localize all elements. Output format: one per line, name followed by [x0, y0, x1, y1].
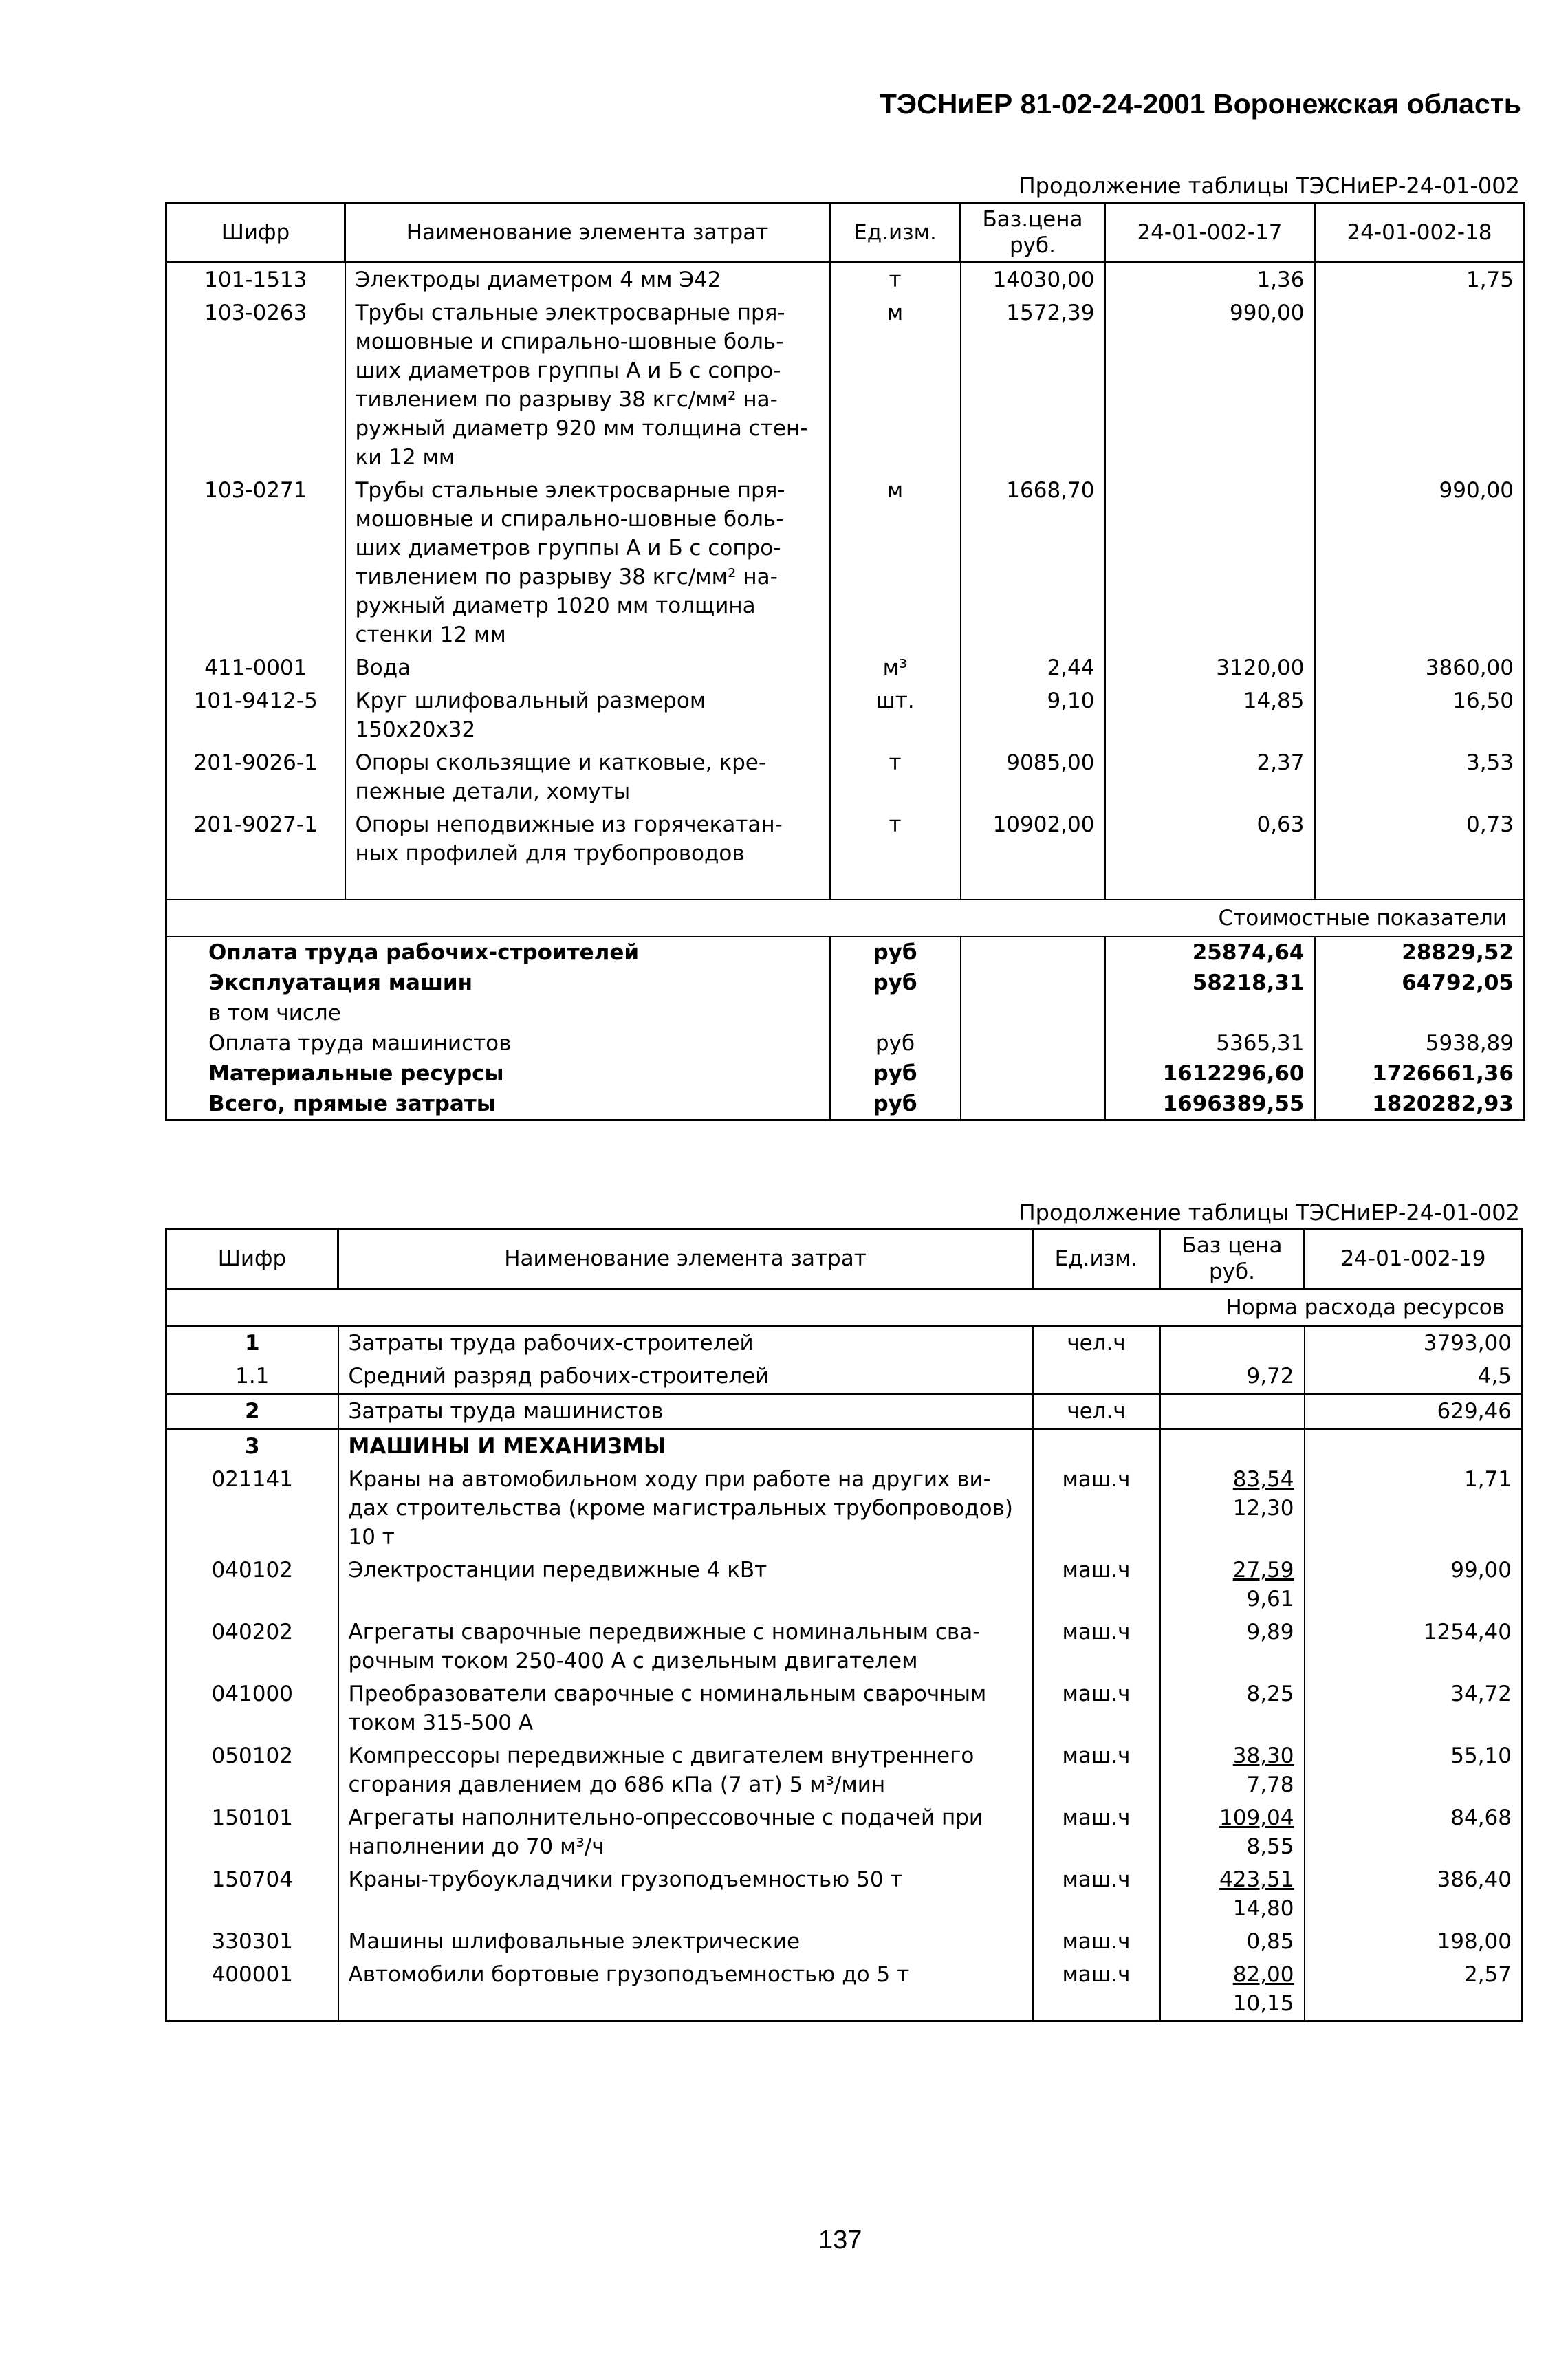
cost-24-01-002-17: 25874,64 — [1105, 937, 1315, 968]
resource-code: 103-0263 — [166, 296, 345, 474]
base-price: 9085,00 — [961, 746, 1105, 808]
resource-name: Электроды диаметром 4 мм Э42 — [345, 263, 830, 297]
table-row — [166, 474, 1525, 651]
cost-unit: руб — [830, 1089, 961, 1120]
cost-section-label: Стоимостные показатели — [166, 900, 1525, 937]
table1-continuation-caption: Продолжение таблицы ТЭСНиЕР-24-01-002 — [1019, 173, 1520, 199]
resource-name: Трубы стальные электросварные пря-мошовные и спирально-шовные боль-ших диаметров группы А и Б с сопро-тивлением по разрыву 38 кгс/мм² на-ружный диаметр 920 мм толщина стен-ки 12 мм — [345, 296, 830, 474]
value-24-01-002-19: 99,00 — [1305, 1554, 1523, 1616]
cost-name: Материальные ресурсы — [166, 1058, 830, 1089]
cost-unit: руб — [830, 1028, 961, 1058]
resource-unit: маш.ч — [1033, 1958, 1160, 2021]
resource-code: 1.1 — [166, 1360, 338, 1394]
cost-24-01-002-18: 5938,89 — [1315, 1028, 1525, 1058]
header-24-01-002-18: 24-01-002-18 — [1315, 203, 1525, 263]
resource-code: 150704 — [166, 1863, 338, 1925]
base-price-cell — [1160, 1925, 1305, 1958]
value-24-01-002-19: 1,71 — [1305, 1463, 1523, 1554]
header-code: Шифр — [166, 203, 345, 263]
cost-name: в том числе — [166, 998, 830, 1028]
cost-unit — [830, 998, 961, 1028]
value-24-01-002-18: 990,00 — [1315, 474, 1525, 651]
cost-row — [166, 968, 1525, 998]
cost-row — [166, 1058, 1525, 1089]
table-row — [166, 1801, 1523, 1863]
table-row — [166, 263, 1525, 297]
spacer-cell — [830, 870, 961, 900]
resource-name: Средний разряд рабочих-строителей — [338, 1360, 1033, 1394]
table-row — [166, 1863, 1523, 1925]
resource-name: Электростанции передвижные 4 кВт — [338, 1554, 1033, 1616]
cost-unit: руб — [830, 1058, 961, 1089]
resource-table-2 — [165, 1228, 1523, 2022]
resource-code: 103-0271 — [166, 474, 345, 651]
base-price: 9,72 — [1246, 1364, 1294, 1389]
value-24-01-002-18: 16,50 — [1315, 684, 1525, 746]
resource-unit: чел.ч — [1033, 1326, 1160, 1360]
value-24-01-002-18: 1,75 — [1315, 263, 1525, 297]
table-row — [166, 808, 1525, 870]
resource-unit: маш.ч — [1033, 1925, 1160, 1958]
resource-code: 201-9026-1 — [166, 746, 345, 808]
cost-row — [166, 1089, 1525, 1120]
group-row — [166, 1394, 1523, 1429]
base-price: 1668,70 — [961, 474, 1105, 651]
resource-code: 150101 — [166, 1801, 338, 1863]
resource-name: Автомобили бортовые грузоподъемностью до 5 т — [338, 1958, 1033, 2021]
cost-empty — [961, 998, 1105, 1028]
table-row — [166, 1739, 1523, 1801]
base-price: 1572,39 — [961, 296, 1105, 474]
spacer-cell — [166, 870, 345, 900]
resource-unit: т — [830, 808, 961, 870]
base-price: 2,44 — [961, 651, 1105, 684]
document-title: ТЭСНиЕР 81-02-24-2001 Воронежская область — [879, 88, 1521, 120]
base-price: 423,51 — [1219, 1867, 1294, 1892]
header-unit: Ед.изм. — [830, 203, 961, 263]
cost-24-01-002-17: 58218,31 — [1105, 968, 1315, 998]
value-24-01-002-18: 3860,00 — [1315, 651, 1525, 684]
resource-name: Опоры неподвижные из горячекатан-ных профилей для трубопроводов — [345, 808, 830, 870]
base-price-cell — [1160, 1739, 1305, 1801]
cost-empty — [961, 937, 1105, 968]
cost-24-01-002-18 — [1315, 998, 1525, 1028]
base-price: 109,04 — [1219, 1805, 1294, 1830]
group-row — [166, 1429, 1523, 1464]
cost-24-01-002-18: 1726661,36 — [1315, 1058, 1525, 1089]
cost-24-01-002-18: 1820282,93 — [1315, 1089, 1525, 1120]
value-24-01-002-19: 3793,00 — [1305, 1326, 1523, 1360]
base-price-cell — [1160, 1958, 1305, 2021]
table-row — [166, 1958, 1523, 2021]
value-24-01-002-17: 3120,00 — [1105, 651, 1315, 684]
resource-unit: маш.ч — [1033, 1463, 1160, 1554]
resource-unit: т — [830, 263, 961, 297]
base-price: 82,00 — [1232, 1962, 1294, 1987]
cost-row — [166, 998, 1525, 1028]
resource-unit: м³ — [830, 651, 961, 684]
cost-name: Оплата труда машинистов — [166, 1028, 830, 1058]
resource-unit: м — [830, 296, 961, 474]
resource-unit: шт. — [830, 684, 961, 746]
resource-unit: м — [830, 474, 961, 651]
spacer-cell — [1105, 870, 1315, 900]
table2-body — [166, 1289, 1523, 2021]
resource-name: Агрегаты сварочные передвижные с номинальным сва-рочным током 250-400 А с дизельным двигателем — [338, 1616, 1033, 1677]
resource-code: 411-0001 — [166, 651, 345, 684]
spacer-row — [166, 870, 1525, 900]
resource-name: Опоры скользящие и катковые, кре-пежные детали, хомуты — [345, 746, 830, 808]
value-24-01-002-19: 386,40 — [1305, 1863, 1523, 1925]
spacer-cell — [1315, 870, 1525, 900]
value-24-01-002-18 — [1315, 296, 1525, 474]
cost-name: Эксплуатация машин — [166, 968, 830, 998]
norm-section-row — [166, 1289, 1523, 1327]
resource-name: Преобразователи сварочные с номинальным сварочным током 315-500 А — [338, 1677, 1033, 1739]
resource-code: 021141 — [166, 1463, 338, 1554]
value-24-01-002-19: 1254,40 — [1305, 1616, 1523, 1677]
resource-name: Круг шлифовальный размером 150х20х32 — [345, 684, 830, 746]
value-24-01-002-17 — [1105, 474, 1315, 651]
table1-body — [166, 263, 1525, 1120]
cost-unit: руб — [830, 937, 961, 968]
value-24-01-002-19: 34,72 — [1305, 1677, 1523, 1739]
cost-name: Оплата труда рабочих-строителей — [166, 937, 830, 968]
resource-name: Затраты труда машинистов — [338, 1394, 1033, 1429]
cost-unit: руб — [830, 968, 961, 998]
table-row — [166, 1677, 1523, 1739]
resource-unit: маш.ч — [1033, 1801, 1160, 1863]
resource-unit: чел.ч — [1033, 1394, 1160, 1429]
table-row — [166, 684, 1525, 746]
resource-unit — [1033, 1360, 1160, 1394]
spacer-cell — [345, 870, 830, 900]
cost-row — [166, 1028, 1525, 1058]
resource-code: 330301 — [166, 1925, 338, 1958]
value-24-01-002-19: 629,46 — [1305, 1394, 1523, 1429]
value-24-01-002-18: 0,73 — [1315, 808, 1525, 870]
base-price-cell — [1160, 1554, 1305, 1616]
table-row — [166, 1360, 1523, 1394]
spacer-cell — [961, 870, 1105, 900]
cost-section-row — [166, 900, 1525, 937]
cost-24-01-002-18: 64792,05 — [1315, 968, 1525, 998]
cost-empty — [961, 1089, 1105, 1120]
cost-empty — [961, 1058, 1105, 1089]
resource-code: 041000 — [166, 1677, 338, 1739]
resource-name: Компрессоры передвижные с двигателем внутреннего сгорания давлением до 686 кПа (7 ат) 5 м³/мин — [338, 1739, 1033, 1801]
base-price-cell — [1160, 1863, 1305, 1925]
norm-section-label: Норма расхода ресурсов — [166, 1289, 1523, 1327]
cost-name: Всего, прямые затраты — [166, 1089, 830, 1120]
machinist-wage: 14,80 — [1232, 1896, 1294, 1921]
resource-code: 2 — [166, 1394, 338, 1429]
value-24-01-002-19: 198,00 — [1305, 1925, 1523, 1958]
cost-24-01-002-17: 1696389,55 — [1105, 1089, 1315, 1120]
table-row — [166, 746, 1525, 808]
machinist-wage: 8,55 — [1246, 1834, 1294, 1859]
value-24-01-002-18: 3,53 — [1315, 746, 1525, 808]
cost-24-01-002-18: 28829,52 — [1315, 937, 1525, 968]
resource-table-1 — [165, 202, 1525, 1121]
resource-unit — [1033, 1429, 1160, 1464]
base-price-cell — [1160, 1394, 1305, 1429]
cost-empty — [961, 1028, 1105, 1058]
table-row — [166, 296, 1525, 474]
page-number: 137 — [818, 2226, 862, 2255]
base-price: 14030,00 — [961, 263, 1105, 297]
value-24-01-002-19 — [1305, 1429, 1523, 1464]
resource-name: Машины шлифовальные электрические — [338, 1925, 1033, 1958]
base-price-cell — [1160, 1360, 1305, 1394]
resource-code: 400001 — [166, 1958, 338, 2021]
value-24-01-002-19: 84,68 — [1305, 1801, 1523, 1863]
resource-name: МАШИНЫ И МЕХАНИЗМЫ — [338, 1429, 1033, 1464]
header-code: Шифр — [166, 1229, 338, 1289]
resource-unit: маш.ч — [1033, 1554, 1160, 1616]
base-price-cell — [1160, 1677, 1305, 1739]
resource-code: 3 — [166, 1429, 338, 1464]
table-row — [166, 1925, 1523, 1958]
base-price-cell — [1160, 1801, 1305, 1863]
resource-name: Затраты труда рабочих-строителей — [338, 1326, 1033, 1360]
resource-unit: маш.ч — [1033, 1616, 1160, 1677]
cost-24-01-002-17: 5365,31 — [1105, 1028, 1315, 1058]
resource-unit: маш.ч — [1033, 1863, 1160, 1925]
base-price: 10902,00 — [961, 808, 1105, 870]
table-row — [166, 651, 1525, 684]
base-price-cell — [1160, 1429, 1305, 1464]
resource-code: 201-9027-1 — [166, 808, 345, 870]
machinist-wage: 9,61 — [1246, 1587, 1294, 1611]
resource-code: 1 — [166, 1326, 338, 1360]
machinist-wage: 10,15 — [1232, 1991, 1294, 2016]
base-price: 9,89 — [1246, 1620, 1294, 1644]
cost-row — [166, 937, 1525, 968]
header-name: Наименование элемента затрат — [345, 203, 830, 263]
value-24-01-002-17: 14,85 — [1105, 684, 1315, 746]
cost-empty — [961, 968, 1105, 998]
header-base-price: Баз цена руб. — [1160, 1229, 1305, 1289]
header-24-01-002-17: 24-01-002-17 — [1105, 203, 1315, 263]
value-24-01-002-17: 0,63 — [1105, 808, 1315, 870]
header-unit: Ед.изм. — [1033, 1229, 1160, 1289]
resource-code: 101-1513 — [166, 263, 345, 297]
header-base-price: Баз.цена руб. — [961, 203, 1105, 263]
resource-unit: т — [830, 746, 961, 808]
value-24-01-002-19: 2,57 — [1305, 1958, 1523, 2021]
base-price: 38,30 — [1232, 1744, 1294, 1768]
table2-continuation-caption: Продолжение таблицы ТЭСНиЕР-24-01-002 — [1019, 1199, 1520, 1226]
group-row — [166, 1326, 1523, 1360]
resource-name: Агрегаты наполнительно-опрессовочные с подачей при наполнении до 70 м³/ч — [338, 1801, 1033, 1863]
cost-24-01-002-17: 1612296,60 — [1105, 1058, 1315, 1089]
resource-unit: маш.ч — [1033, 1677, 1160, 1739]
base-price-cell — [1160, 1616, 1305, 1677]
table-row — [166, 1463, 1523, 1554]
cost-24-01-002-17 — [1105, 998, 1315, 1028]
value-24-01-002-17: 1,36 — [1105, 263, 1315, 297]
base-price-cell — [1160, 1326, 1305, 1360]
base-price: 27,59 — [1232, 1558, 1294, 1583]
resource-name: Краны-трубоукладчики грузоподъемностью 50 т — [338, 1863, 1033, 1925]
machinist-wage: 12,30 — [1232, 1496, 1294, 1521]
resource-code: 040202 — [166, 1616, 338, 1677]
base-price: 0,85 — [1246, 1929, 1294, 1954]
machinist-wage: 7,78 — [1246, 1772, 1294, 1797]
table-row — [166, 1616, 1523, 1677]
base-price-cell — [1160, 1463, 1305, 1554]
resource-name: Краны на автомобильном ходу при работе на других ви-дах строительства (кроме магистральных трубопроводов) 10 т — [338, 1463, 1033, 1554]
resource-code: 050102 — [166, 1739, 338, 1801]
resource-unit: маш.ч — [1033, 1739, 1160, 1801]
base-price: 9,10 — [961, 684, 1105, 746]
resource-name: Трубы стальные электросварные пря-мошовные и спирально-шовные боль-ших диаметров группы А и Б с сопро-тивлением по разрыву 38 кгс/мм² на-ружный диаметр 1020 мм толщина стенки 12 мм — [345, 474, 830, 651]
resource-code: 101-9412-5 — [166, 684, 345, 746]
header-name: Наименование элемента затрат — [338, 1229, 1033, 1289]
table-row — [166, 1554, 1523, 1616]
value-24-01-002-17: 2,37 — [1105, 746, 1315, 808]
base-price: 8,25 — [1246, 1682, 1294, 1706]
value-24-01-002-19: 55,10 — [1305, 1739, 1523, 1801]
base-price: 83,54 — [1232, 1467, 1294, 1492]
value-24-01-002-17: 990,00 — [1105, 296, 1315, 474]
header-24-01-002-19: 24-01-002-19 — [1305, 1229, 1523, 1289]
value-24-01-002-19: 4,5 — [1305, 1360, 1523, 1394]
resource-code: 040102 — [166, 1554, 338, 1616]
resource-name: Вода — [345, 651, 830, 684]
